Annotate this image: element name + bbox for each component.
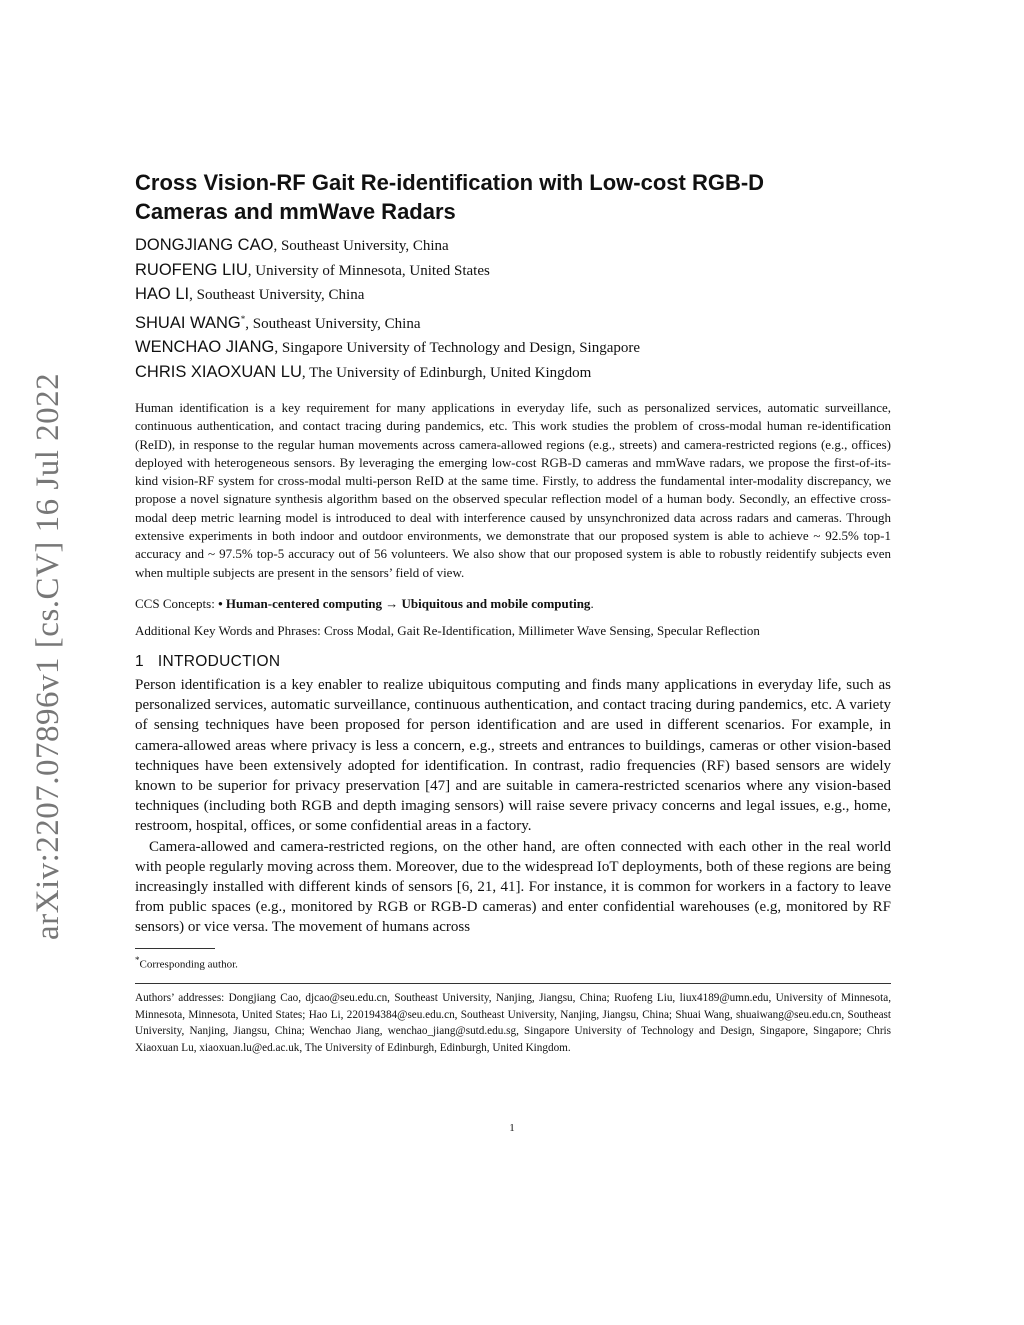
title-line-2: Cameras and mmWave Radars <box>135 199 456 224</box>
ccs-concepts <box>135 595 891 613</box>
author-affiliation: , University of Minnesota, United States <box>247 262 490 279</box>
author-name: HAO LI <box>135 285 190 303</box>
footnote-marker: * <box>135 954 140 965</box>
abstract: Human identification is a key requirement for many applications in everyday life, such as personalized services, automatic surveillance, continuous authentication, and contact tracing during pandemics, etc. This work studies the problem of cross-modal human re-identification (ReID), in response to the regular human movements across camera-allowed regions (e.g., streets) and camera-restricted regions (e.g., offices) deployed with heterogeneous sensors. By leveraging the emerging low-cost RGB-D cameras and mmWave radars, we propose the first-of-its-kind vision-RF system for cross-modal multi-person ReID at the same time. Firstly, to address the fundamental inter-modality discrepancy, we propose a novel signature synthesis algorithm based on the observed specular reflection model of a human body. Secondly, an effective cross-modal deep metric learning model is introduced to deal with interference caused by unsynchronized data across radars and cameras. Through extensive experiments in both indoor and outdoor environments, we demonstrate that our proposed system is able to achieve ~ 92.5% top-1 accuracy and ~ 97.5% top-5 accuracy out of 56 volunteers. We also show that our proposed system is able to robustly reidentify subjects even when multiple subjects are present in the sensors’ field of view. <box>135 400 891 580</box>
author-affiliation: , Southeast University, China <box>245 315 421 332</box>
author-name: CHRIS XIAOXUAN LU <box>135 362 302 381</box>
body-paragraph-2: Camera-allowed and camera-restricted regions, on the other hand, are often connected with each other in the real world with people regularly moving across them. Moreover, due to the widespread IoT deployments, both of these regions are being increasingly installed with different kinds of sensors [6, 21, 41]. For instance, it is common for workers in a factory to leave from public spaces (e.g., monitored by RGB or RGB-D cameras) and enter confidential warehouses (e.g, monitored by RF sensors) or vice versa. The movement of humans across <box>135 838 891 936</box>
section-title: INTRODUCTION <box>157 652 281 670</box>
author-entry <box>135 283 891 308</box>
keywords: Additional Key Words and Phrases: Cross Modal, Gait Re-Identification, Millimeter Wave Sensing, Specular Reflection <box>135 622 760 638</box>
author-addresses: Authors’ addresses: Dongjiang Cao, djcao@seu.edu.cn, Southeast University, Nanjing, Jiangsu, China; Ruofeng Liu, liux4189@umn.edu, University of Minnesota, Minnesota, Minnesota, United States; Hao Li, 220194384@seu.edu.cn, Southeast University, Nanjing, Jiangsu, China; Shuai Wang, shuaiwang@seu.edu.cn, Southeast University, Nanjing, Jiangsu, China; Wenchao Jiang, wenchao_jiang@sutd.edu.sg, Singapore University of Technology and Design, Singapore, Singapore; Chris Xiaoxuan Lu, xiaoxuan.lu@ed.ac.uk, The University of Edinburgh, Edinburgh, United Kingdom. <box>135 992 891 1055</box>
author-name: SHUAI WANG <box>135 313 241 332</box>
ccs-prefix: CCS Concepts: <box>135 595 219 611</box>
page-number: 1 <box>509 1122 515 1134</box>
author-affiliation: , Southeast University, China <box>189 287 365 303</box>
ccs-suffix: . <box>590 595 594 611</box>
paper-title <box>135 168 891 226</box>
arxiv-sidebar-id: arXiv:2207.07896v1 [cs.CV] 16 Jul 2022 <box>30 372 66 940</box>
ccs-arrow: → <box>382 595 402 611</box>
title-line-1: Cross Vision-RF Gait Re-identification with Low-cost RGB-D <box>135 170 765 195</box>
addresses-divider <box>135 983 891 984</box>
author-entry <box>135 336 891 361</box>
ccs-term-1: Human-centered computing <box>225 595 383 611</box>
section-heading <box>135 653 891 671</box>
ccs-term-2: Ubiquitous and mobile computing <box>401 595 591 611</box>
author-name: RUOFENG LIU <box>135 260 248 279</box>
footnote-text: Corresponding author. <box>139 958 238 971</box>
corresponding-author-marker: * <box>240 313 246 324</box>
footnote-divider <box>135 948 215 949</box>
author-entry <box>135 259 891 284</box>
author-affiliation: , Singapore University of Technology and Design, Singapore <box>274 340 641 356</box>
author-entry <box>135 234 891 259</box>
author-affiliation: , Southeast University, China <box>273 238 449 254</box>
author-affiliation: , The University of Edinburgh, United Kingdom <box>301 364 592 381</box>
ccs-bullet: • <box>218 595 226 611</box>
author-list <box>135 234 891 385</box>
author-entry <box>135 308 891 337</box>
footnote <box>135 953 891 972</box>
author-name: WENCHAO JIANG <box>135 338 275 356</box>
body-paragraph-1: Person identification is a key enabler to realize ubiquitous computing and finds many applications in everyday life, such as personalized services, automatic surveillance, continuous authentication, and contact tracing during pandemics, etc. A variety of sensing techniques have been proposed for person identification and are used in different scenarios. For example, in camera-allowed areas where privacy is less a concern, e.g., streets and entrances to buildings, cameras or other vision-based techniques have been extensively adopted for identification. In contrast, radio frequencies (RF) based sensors are widely known to be superior for privacy preservation [47] and are suitable in camera-restricted scenarios where any vision-based techniques (including both RGB and depth imaging sensors) will raise severe privacy concerns and legal issues, e.g., home, restroom, hospital, offices, or some confidential areas in a factory. <box>135 676 891 835</box>
author-entry <box>135 361 891 386</box>
author-name: DONGJIANG CAO <box>135 236 274 254</box>
paper-content <box>135 168 891 1057</box>
section-number: 1 <box>135 652 144 670</box>
